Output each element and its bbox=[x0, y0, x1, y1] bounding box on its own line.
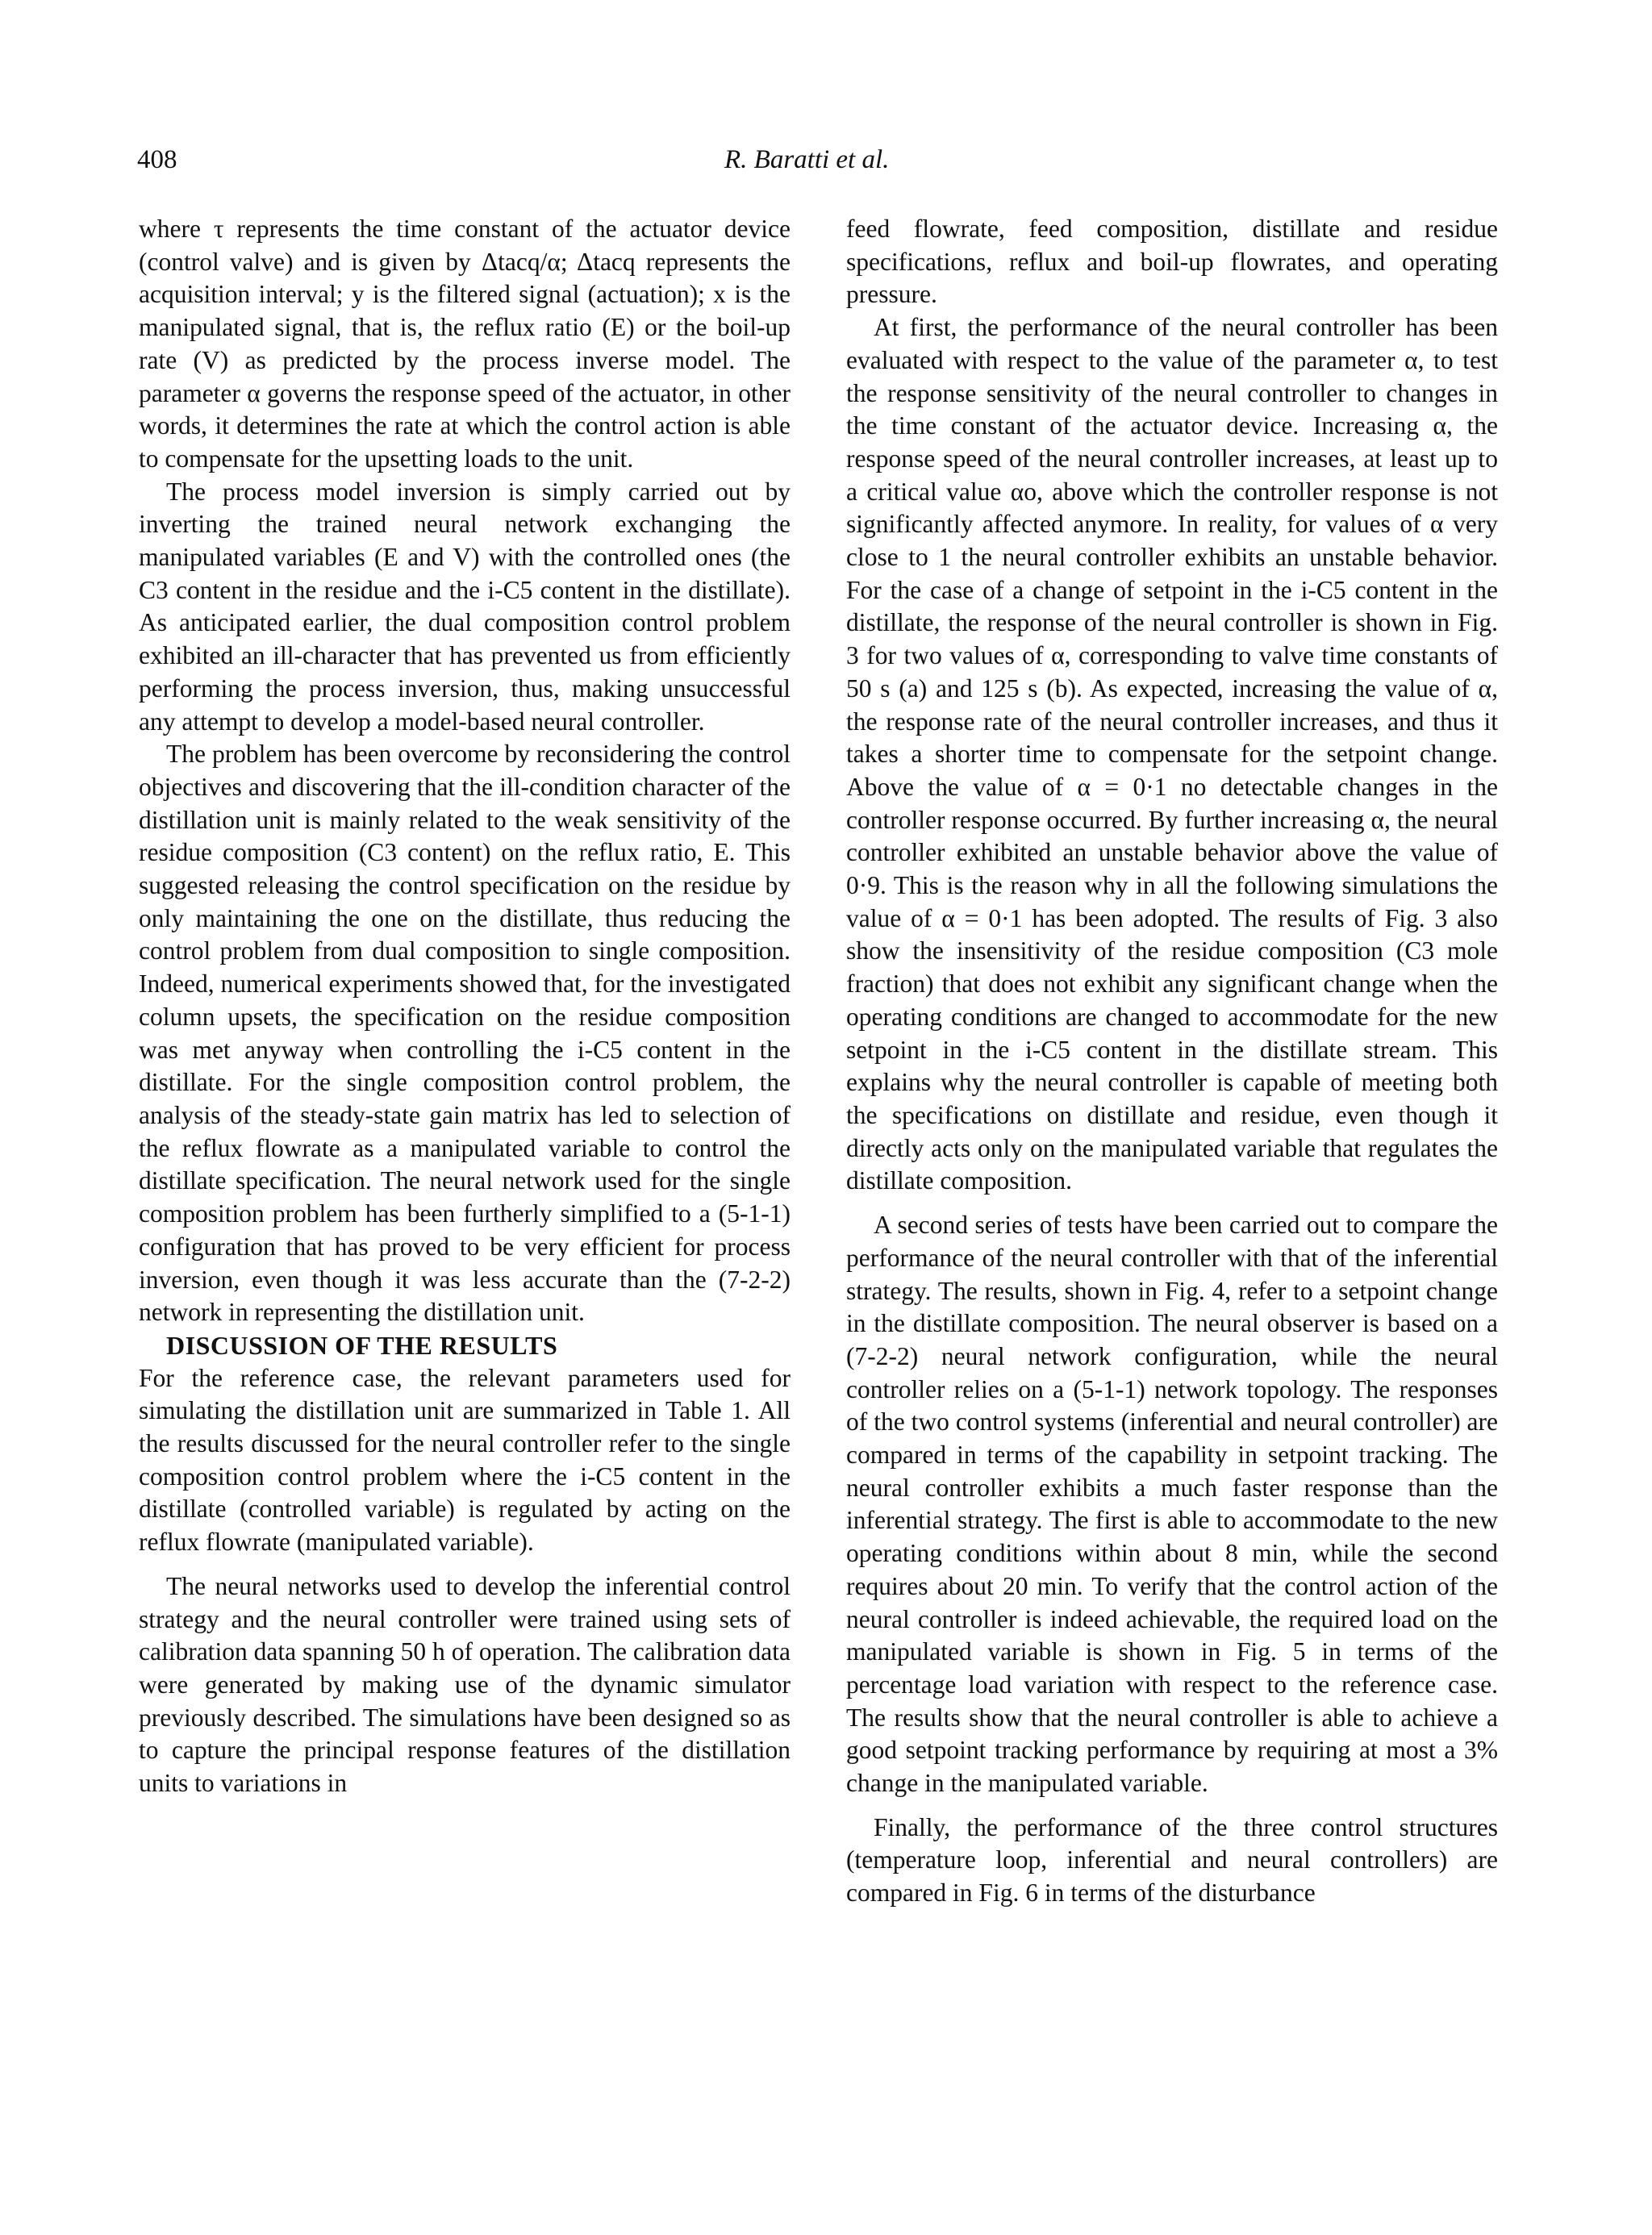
right-paragraph-4: Finally, the performance of the three control structures (temperature loop, inferential and neural controllers) are compared in Fig. 6 in terms of the disturbance bbox=[846, 1812, 1498, 1908]
running-head-text: R. Baratti et al. bbox=[724, 145, 890, 174]
left-paragraph-4: For the reference case, the relevant parameters used for simulating the distillation unit are summarized in Table 1. All the results discussed for the neural controller refer to the single composition control problem where the i-C5 content in the distillate (controlled variable) is regulated by acting on the reflux flowrate (manipulated variable). bbox=[139, 1363, 791, 1557]
running-head bbox=[724, 144, 889, 176]
left-paragraph-2: The process model inversion is simply carried out by inverting the trained neural network exchanging the manipulated variables (E and V) with the controlled ones (the C3 content in the residue and the i-C5 content in the distillate). As anticipated earlier, the dual composition control problem exhibited an ill-character that has prevented us from efficiently performing the process inversion, thus, making unsuccessful any attempt to develop a model-based neural controller. bbox=[139, 477, 791, 736]
right-column bbox=[846, 213, 1498, 1910]
left-paragraph-3: The problem has been overcome by reconsidering the control objectives and discovering that the ill-condition character of the distillation unit is mainly related to the weak sensitivity of the residue composition (C3 content) on the reflux ratio, E. This suggested releasing the control specification on the residue by only maintaining the one on the distillate, thus reducing the control problem from dual composition to single composition. Indeed, numerical experiments showed that, for the investigated column upsets, the specification on the residue composition was met anyway when controlling the i-C5 content in the distillate. For the single composition control problem, the analysis of the steady-state gain matrix has led to selection of the reflux flowrate as a manipulated variable to control the distillate specification. The neural network used for the single composition problem has been furtherly simplified to a (5-1-1) configuration that has proved to be very efficient for process inversion, even though it was less accurate than the (7-2-2) network in representing the distillation unit. bbox=[139, 740, 791, 1327]
right-paragraph-3: A second series of tests have been carried out to compare the performance of the neural controller with that of the inferential strategy. The results, shown in Fig. 4, refer to a setpoint change in the distillate composition. The neural observer is based on a (7-2-2) neural network configuration, while the neural controller relies on a (5-1-1) network topology. The responses of the two control systems (inferential and neural controller) are compared in terms of the capability in setpoint tracking. The neural controller exhibits a much faster response than the inferential strategy. The first is able to accommodate to the new operating conditions within about 8 min, while the second requires about 20 min. To verify that the control action of the neural controller is indeed achievable, the required load on the manipulated variable is shown in Fig. 5 in terms of the percentage load variation with respect to the reference case. The results show that the neural controller is able to achieve a good setpoint tracking performance by requiring at most a 3% change in the manipulated variable. bbox=[846, 1211, 1498, 1798]
right-paragraph-1: feed flowrate, feed composition, distillate and residue specifications, reflux and boil-up flowrates, and operating pressure. bbox=[846, 215, 1498, 309]
page-number: 408 bbox=[137, 145, 177, 174]
left-paragraph-5: The neural networks used to develop the inferential control strategy and the neural controller were trained using sets of calibration data spanning 50 h of operation. The calibration data were generated by making use of the dynamic simulator previously described. The simulations have been designed so as to capture the principal response features of the distillation units to variations in bbox=[139, 1571, 791, 1798]
right-paragraph-2: At first, the performance of the neural controller has been evaluated with respect to the value of the parameter α, to test the response sensitivity of the neural controller to changes in the time constant of the actuator device. Increasing α, the response speed of the neural controller increases, at least up to a critical value αo, above which the controller response is not significantly affected anymore. In reality, for values of α very close to 1 the neural controller exhibits an unstable behavior. For the case of a change of setpoint in the i-C5 content in the distillate, the response of the neural controller is shown in Fig. 3 for two values of α, corresponding to valve time constants of 50 s (a) and 125 s (b). As expected, increasing the value of α, the response rate of the neural controller increases, and thus it takes a shorter time to compensate for the setpoint change. Above the value of α = 0·1 no detectable changes in the controller response occurred. By further increasing α, the neural controller exhibited an unstable behavior above the value of 0·9. This is the reason why in all the following simulations the value of α = 0·1 has been adopted. The results of Fig. 3 also show the insensitivity of the residue composition (C3 mole fraction) that does not exhibit any significant change when the operating conditions are changed to accommodate for the new setpoint in the i-C5 content in the distillate stream. This explains why the neural controller is capable of meeting both the specifications on distillate and residue, even though it directly acts only on the manipulated variable that regulates the distillate composition. bbox=[846, 313, 1498, 1195]
left-column bbox=[139, 213, 791, 1800]
left-paragraph-1: where τ represents the time constant of the actuator device (control valve) and is given by Δtacq/α; Δtacq represents the acquisition interval; y is the filtered signal (actuation); x is the manipulated signal, that is, the reflux ratio (E) or the boil-up rate (V) as predicted by the process inverse model. The parameter α governs the response speed of the actuator, in other words, it determines the rate at which the control action is able to compensate for the upsetting loads to the unit. bbox=[139, 215, 791, 473]
section-heading: DISCUSSION OF THE RESULTS bbox=[166, 1330, 558, 1360]
